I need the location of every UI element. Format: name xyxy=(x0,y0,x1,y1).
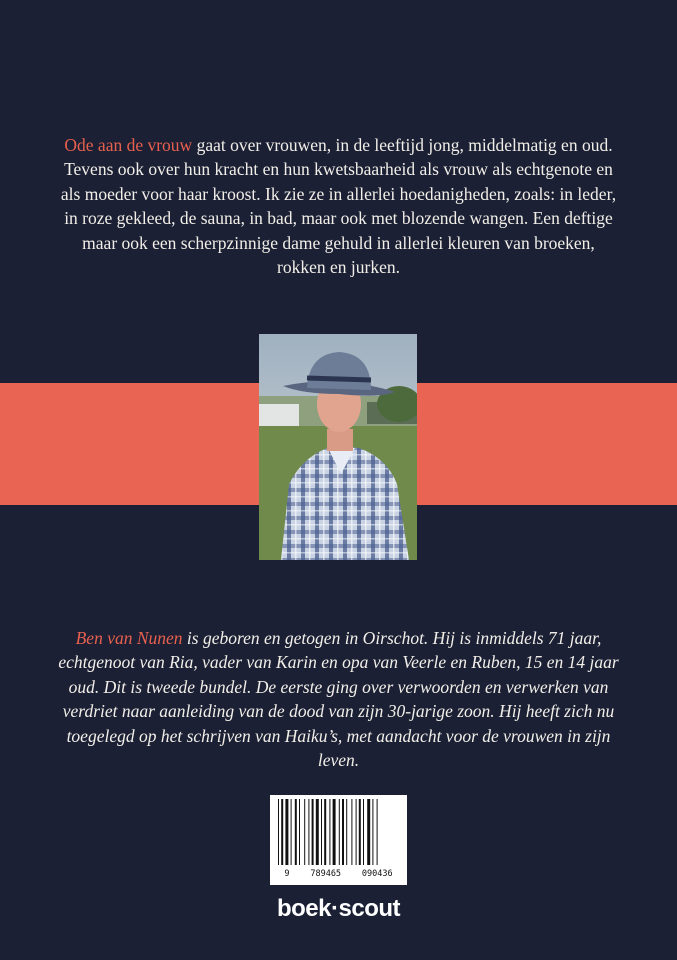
publisher-logo: boek·scout xyxy=(276,895,400,922)
book-title: Ode aan de vrouw xyxy=(64,134,193,155)
blurb-text: gaat over vrouwen, in de leeftijd jong, middelmatig en oud. Tevens ook over hun kracht en hun kwetsbaarheid als vrouw als echtgenote en als moeder voor haar kroost. Ik zie ze in allerlei hoedanigheden, zoals: in leder, in roze gekleed, de sauna, in bad, maar ook met blozende wangen. Een deftige maar ook een scherpzinnige dame gehuld in allerlei kleuren van broeken, rokken en jurken. xyxy=(60,134,617,277)
isbn-right-group: 090436 xyxy=(361,869,393,879)
blurb-paragraph xyxy=(60,133,617,280)
author-bio xyxy=(50,626,627,773)
isbn-first-digit: 9 xyxy=(284,869,290,879)
isbn-left-group: 789465 xyxy=(310,869,342,879)
author-photo xyxy=(259,334,417,560)
author-name: Ben van Nunen xyxy=(75,627,183,648)
isbn-barcode xyxy=(270,795,407,885)
isbn-number xyxy=(270,869,407,879)
bio-text: is geboren en getogen in Oirschot. Hij is inmiddels 71 jaar, echtgenoot van Ria, vader van Karin en opa van Veerle en Ruben, 15 en 14 jaar oud. Dit is tweede bundel. De eerste ging over verwoorden en verwerken van verdriet naar aanleiding van de dood van zijn 30-jarige zoon. Hij heeft zich nu toegelegd op het schrijven van Haiku’s, met aandacht voor de vrouwen in zijn leven. xyxy=(58,627,619,770)
barcode-bars xyxy=(276,799,401,869)
